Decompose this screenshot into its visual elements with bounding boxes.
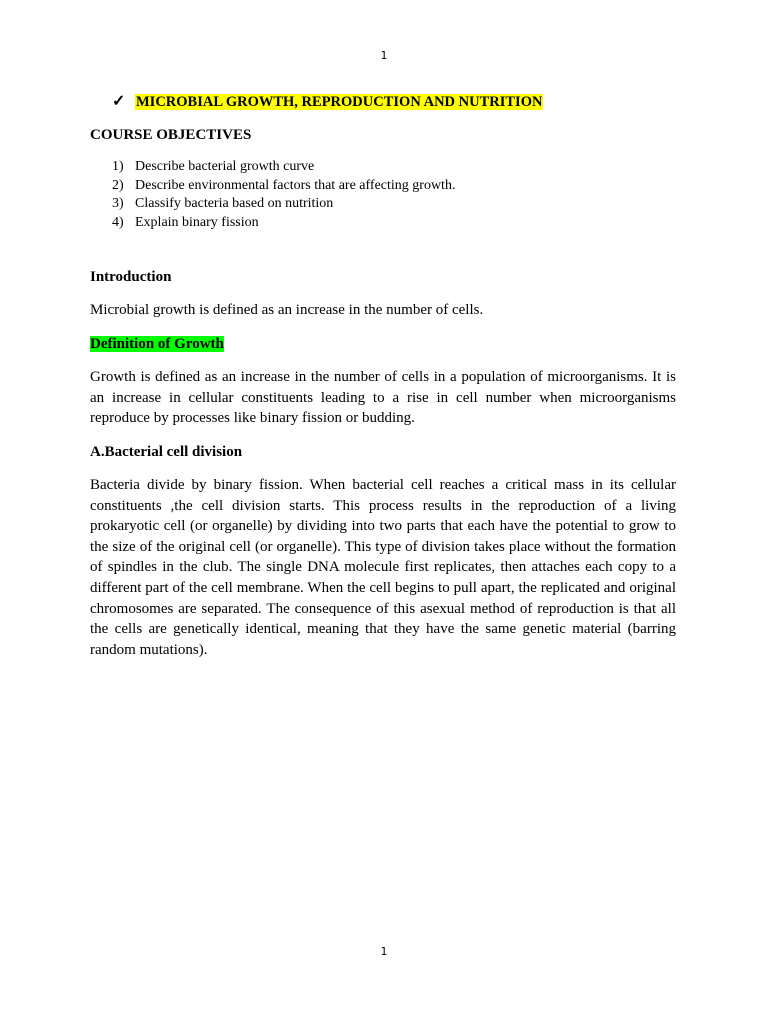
page-number-bottom: 1 (380, 945, 388, 958)
list-item (112, 195, 455, 214)
list-item (112, 158, 455, 177)
definition-heading (90, 334, 224, 354)
definition-heading-text: Definition of Growth (90, 336, 224, 352)
document-title (112, 92, 543, 112)
definition-paragraph: Growth is defined as an increase in the number of cells in a population of microorganisms. It is an increase in cellular constituents leading to a rise in cell number when microorganisms reproduce by processes like binary fission or budding. (90, 369, 676, 427)
check-icon: ✓ (112, 93, 126, 110)
list-item-text: Classify bacteria based on nutrition (135, 196, 334, 212)
cell-division-paragraph: Bacteria divide by binary fission. When bacterial cell reaches a critical mass in its cellular constituents ,the cell division starts. This process results in the reproduction of a living prokaryotic cell (or organelle) by dividing into two parts that each have the potential to grow to the size of the original cell (or organelle). This type of division takes place without the formation of spindles in the club. The single DNA molecule first replicates, then attaches each copy to a different part of the cell membrane. When the cell begins to pull apart, the replicated and original chromosomes are separated. The consequence of this asexual method of reproduction is that all the cells are genetically identical, meaning that they have the same genetic material (barring random mutations). (90, 477, 676, 658)
document-title-text: MICROBIAL GROWTH, REPRODUCTION AND NUTRITION (136, 94, 543, 110)
objectives-heading: COURSE OBJECTIVES (90, 127, 252, 143)
list-item-number: 2) (112, 177, 124, 193)
list-item (112, 177, 455, 196)
page-number-top: 1 (380, 49, 388, 62)
list-item-text: Describe environmental factors that are affecting growth. (135, 177, 456, 193)
objectives-list (112, 158, 455, 233)
list-item-text: Explain binary fission (135, 215, 259, 231)
introduction-heading: Introduction (90, 269, 172, 285)
list-item-number: 1) (112, 159, 124, 174)
introduction-paragraph: Microbial growth is defined as an increase in the number of cells. (90, 302, 484, 318)
list-item-text: Describe bacterial growth curve (135, 159, 315, 174)
list-item-number: 3) (112, 196, 124, 212)
cell-division-heading: A.Bacterial cell division (90, 444, 243, 460)
list-item-number: 4) (112, 215, 124, 231)
list-item (112, 214, 455, 233)
